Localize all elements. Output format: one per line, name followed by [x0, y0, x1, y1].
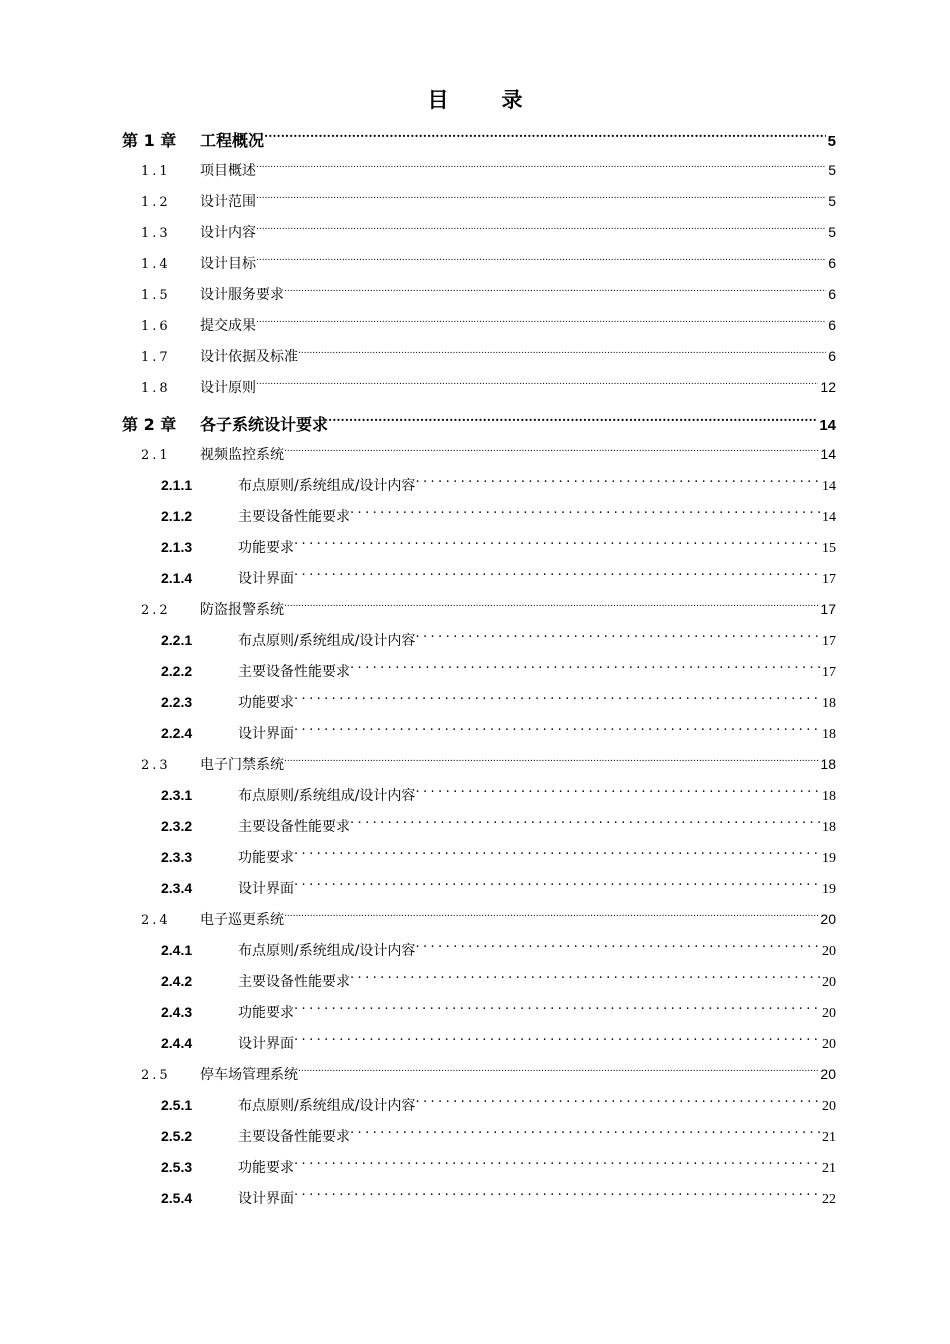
toc-entry-number: 2.5.1	[161, 1097, 193, 1113]
toc-dot-leader	[284, 594, 818, 614]
toc-entry-number: 1.4	[141, 257, 171, 272]
toc-entry-number: 第 1 章	[122, 131, 177, 150]
toc-entry-number: 1.2	[141, 195, 171, 210]
toc-entry-level3[interactable]	[161, 1152, 836, 1176]
toc-entry-number: 1.3	[141, 226, 171, 241]
toc-entry-title: 设计内容	[200, 225, 256, 241]
toc-entry-level2[interactable]	[141, 904, 836, 928]
toc-dot-leader	[328, 406, 817, 430]
toc-entry-number: 1.8	[141, 381, 171, 396]
toc-entry-page: 18	[822, 727, 836, 742]
toc-entry-number: 2.2.3	[161, 694, 193, 710]
toc-entry-title: 设计界面	[238, 726, 294, 742]
toc-dot-leader	[256, 310, 826, 330]
toc-entry-page: 18	[820, 756, 836, 772]
toc-entry-level2[interactable]	[141, 186, 836, 210]
toc-entry-page: 20	[820, 911, 836, 927]
toc-dot-leader	[294, 563, 822, 583]
toc-entry-page: 17	[822, 634, 836, 649]
toc-entry-title: 布点原则/系统组成/设计内容	[238, 633, 416, 649]
toc-entry-title: 布点原则/系统组成/设计内容	[238, 788, 416, 804]
toc-dot-leader	[294, 842, 822, 862]
toc-entry-title: 功能要求	[238, 695, 294, 711]
toc-entry-page: 17	[822, 665, 836, 680]
toc-entry-number: 1.7	[141, 350, 171, 365]
toc-entry-level3[interactable]	[161, 1183, 836, 1207]
toc-entry-title: 电子门禁系统	[200, 757, 284, 773]
toc-entry-number: 1.6	[141, 319, 171, 334]
toc-entry-level3[interactable]	[161, 625, 836, 649]
toc-entry-page: 14	[819, 417, 836, 434]
toc-entry-level2[interactable]	[141, 217, 836, 241]
toc-entry-title: 主要设备性能要求	[238, 974, 350, 990]
toc-dot-leader	[256, 186, 826, 206]
toc-entry-number: 2.5.4	[161, 1190, 193, 1206]
toc-entry-title: 设计依据及标准	[200, 349, 298, 365]
toc-entry-title: 提交成果	[200, 318, 256, 334]
toc-entry-number: 1.5	[141, 288, 171, 303]
toc-dot-leader	[256, 217, 826, 237]
toc-entry-title: 功能要求	[238, 1160, 294, 1176]
toc-dot-leader	[284, 904, 818, 924]
toc-entry-number: 2.4.2	[161, 973, 193, 989]
toc-dot-leader	[415, 935, 822, 955]
toc-entry-page: 20	[822, 944, 836, 959]
toc-entry-level3[interactable]	[161, 811, 836, 835]
toc-dot-leader	[284, 279, 826, 299]
toc-entry-page: 6	[828, 255, 836, 271]
toc-entry-level3[interactable]	[161, 718, 836, 742]
toc-entry-title: 功能要求	[238, 540, 294, 556]
toc-dot-leader	[350, 1121, 822, 1141]
toc-dot-leader	[256, 155, 826, 175]
toc-entry-level3[interactable]	[161, 873, 836, 897]
toc-dot-leader	[294, 532, 822, 552]
toc-dot-leader	[294, 873, 822, 893]
toc-entry-title: 主要设备性能要求	[238, 1129, 350, 1145]
toc-entry-page: 19	[822, 882, 836, 897]
toc-entry-level3[interactable]	[161, 532, 836, 556]
toc-entry-level3[interactable]	[161, 470, 836, 494]
toc-entry-page: 12	[820, 379, 836, 395]
toc-entry-page: 18	[822, 820, 836, 835]
toc-entry-level3[interactable]	[161, 563, 836, 587]
toc-entry-level2[interactable]	[141, 279, 836, 303]
toc-dot-leader	[294, 718, 822, 738]
toc-entry-level2[interactable]	[141, 1059, 836, 1083]
toc-entry-number: 2.2	[141, 603, 171, 618]
toc-entry-level2[interactable]	[141, 372, 836, 396]
toc-entry-level3[interactable]	[161, 1090, 836, 1114]
toc-entry-title: 设计目标	[200, 256, 256, 272]
toc-entry-title: 设计原则	[200, 380, 256, 396]
toc-dot-leader	[294, 1028, 822, 1048]
toc-entry-title: 设计界面	[238, 1191, 294, 1207]
toc-dot-leader	[350, 811, 822, 831]
toc-entry-page: 17	[820, 601, 836, 617]
toc-entry-title: 视频监控系统	[200, 447, 284, 463]
toc-entry-title: 设计服务要求	[200, 287, 284, 303]
toc-entry-number: 2.5.3	[161, 1159, 193, 1175]
toc-entry-page: 6	[828, 317, 836, 333]
toc-entry-level3[interactable]	[161, 501, 836, 525]
toc-entry-page: 6	[828, 348, 836, 364]
toc-entry-level1[interactable]	[122, 122, 836, 150]
toc-entry-level3[interactable]	[161, 997, 836, 1021]
toc-entry-level2[interactable]	[141, 439, 836, 463]
toc-entry-title: 主要设备性能要求	[238, 509, 350, 525]
toc-entry-number: 2.2.2	[161, 663, 193, 679]
toc-entry-title: 项目概述	[200, 163, 256, 179]
toc-entry-page: 21	[822, 1161, 836, 1176]
toc-entry-level3[interactable]	[161, 656, 836, 680]
toc-entry-level3[interactable]	[161, 1028, 836, 1052]
toc-entry-title: 防盗报警系统	[200, 602, 284, 618]
toc-dot-leader	[284, 749, 818, 769]
toc-entry-title: 布点原则/系统组成/设计内容	[238, 1098, 416, 1114]
toc-dot-leader	[256, 372, 818, 392]
toc-entry-number: 2.3.1	[161, 787, 193, 803]
toc-entry-number: 2.4.4	[161, 1035, 193, 1051]
toc-entry-number: 2.3.3	[161, 849, 193, 865]
toc-entry-title: 主要设备性能要求	[238, 664, 350, 680]
toc-entry-level2[interactable]	[141, 594, 836, 618]
toc-entry-number: 2.4	[141, 913, 171, 928]
toc-dot-leader	[415, 1090, 822, 1110]
toc-entry-page: 14	[820, 446, 836, 462]
toc-entry-title: 电子巡更系统	[200, 912, 284, 928]
toc-entry-level3[interactable]	[161, 842, 836, 866]
toc-entry-number: 2.5.2	[161, 1128, 193, 1144]
toc-entry-title: 设计范围	[200, 194, 256, 210]
toc-entry-title: 停车场管理系统	[200, 1067, 298, 1083]
toc-entry-title: 主要设备性能要求	[238, 819, 350, 835]
toc-entry-page: 6	[828, 286, 836, 302]
toc-entry-number: 2.4.3	[161, 1004, 193, 1020]
toc-entry-page: 5	[828, 193, 836, 209]
toc-entry-number: 2.4.1	[161, 942, 193, 958]
toc-entry-level3[interactable]	[161, 935, 836, 959]
toc-dot-leader	[350, 966, 822, 986]
toc-entry-page: 22	[822, 1192, 836, 1207]
toc-entry-level3[interactable]	[161, 1121, 836, 1145]
toc-entry-level2[interactable]	[141, 248, 836, 272]
toc-entry-number: 2.3.4	[161, 880, 193, 896]
toc-entry-page: 5	[827, 133, 836, 150]
toc-entry-number: 2.1.2	[161, 508, 193, 524]
toc-entry-title: 设计界面	[238, 571, 294, 587]
toc-dot-leader	[415, 470, 822, 490]
toc-entry-number: 2.1.3	[161, 539, 193, 555]
toc-entry-number: 2.1.4	[161, 570, 193, 586]
toc-entry-page: 15	[822, 541, 836, 556]
toc-entry-page: 14	[822, 510, 836, 525]
toc-entry-level1[interactable]	[122, 406, 836, 434]
toc-entry-page: 20	[822, 1006, 836, 1021]
toc-entry-page: 18	[822, 789, 836, 804]
toc-dot-leader	[415, 780, 822, 800]
toc-entry-page: 20	[822, 975, 836, 990]
toc-entry-title: 布点原则/系统组成/设计内容	[238, 478, 416, 494]
toc-entry-number: 2.2.1	[161, 632, 193, 648]
toc-entry-page: 18	[822, 696, 836, 711]
toc-entry-page: 21	[822, 1130, 836, 1145]
toc-entry-level3[interactable]	[161, 966, 836, 990]
toc-dot-leader	[264, 122, 826, 146]
toc-dot-leader	[284, 439, 818, 459]
page-title: 目 录	[427, 88, 539, 112]
toc-entry-number: 2.1	[141, 448, 171, 463]
toc-dot-leader	[350, 656, 822, 676]
toc-dot-leader	[256, 248, 826, 268]
toc-dot-leader	[294, 997, 822, 1017]
toc-entry-title: 各子系统设计要求	[200, 415, 329, 434]
toc-entry-number: 1.1	[141, 164, 171, 179]
toc-entry-page: 20	[822, 1099, 836, 1114]
toc-dot-leader	[298, 341, 826, 361]
toc-entry-level3[interactable]	[161, 687, 836, 711]
toc-entry-level2[interactable]	[141, 749, 836, 773]
toc-dot-leader	[294, 687, 822, 707]
toc-entry-level2[interactable]	[141, 341, 836, 365]
toc-entry-page: 20	[822, 1037, 836, 1052]
toc-entry-number: 2.3	[141, 758, 171, 773]
toc-entry-page: 19	[822, 851, 836, 866]
toc-entry-title: 工程概况	[200, 131, 265, 150]
toc-entry-number: 2.5	[141, 1068, 171, 1083]
toc-entry-page: 14	[822, 479, 836, 494]
toc-entry-title: 功能要求	[238, 850, 294, 866]
toc-dot-leader	[294, 1152, 822, 1172]
toc-entry-page: 20	[820, 1066, 836, 1082]
toc-dot-leader	[415, 625, 822, 645]
toc-dot-leader	[350, 501, 822, 521]
toc-entry-level2[interactable]	[141, 155, 836, 179]
toc-entry-number: 2.2.4	[161, 725, 193, 741]
toc-entry-number: 第 2 章	[122, 415, 177, 434]
toc-entry-level2[interactable]	[141, 310, 836, 334]
toc-entry-title: 功能要求	[238, 1005, 294, 1021]
toc-entry-title: 设计界面	[238, 881, 294, 897]
toc-dot-leader	[298, 1059, 818, 1079]
toc-entry-number: 2.3.2	[161, 818, 193, 834]
toc-entry-title: 布点原则/系统组成/设计内容	[238, 943, 416, 959]
toc-dot-leader	[294, 1183, 822, 1203]
toc-entry-number: 2.1.1	[161, 477, 193, 493]
toc-entry-title: 设计界面	[238, 1036, 294, 1052]
toc-entry-page: 5	[828, 224, 836, 240]
toc-entry-page: 17	[822, 572, 836, 587]
toc-entry-page: 5	[828, 162, 836, 178]
toc-entry-level3[interactable]	[161, 780, 836, 804]
